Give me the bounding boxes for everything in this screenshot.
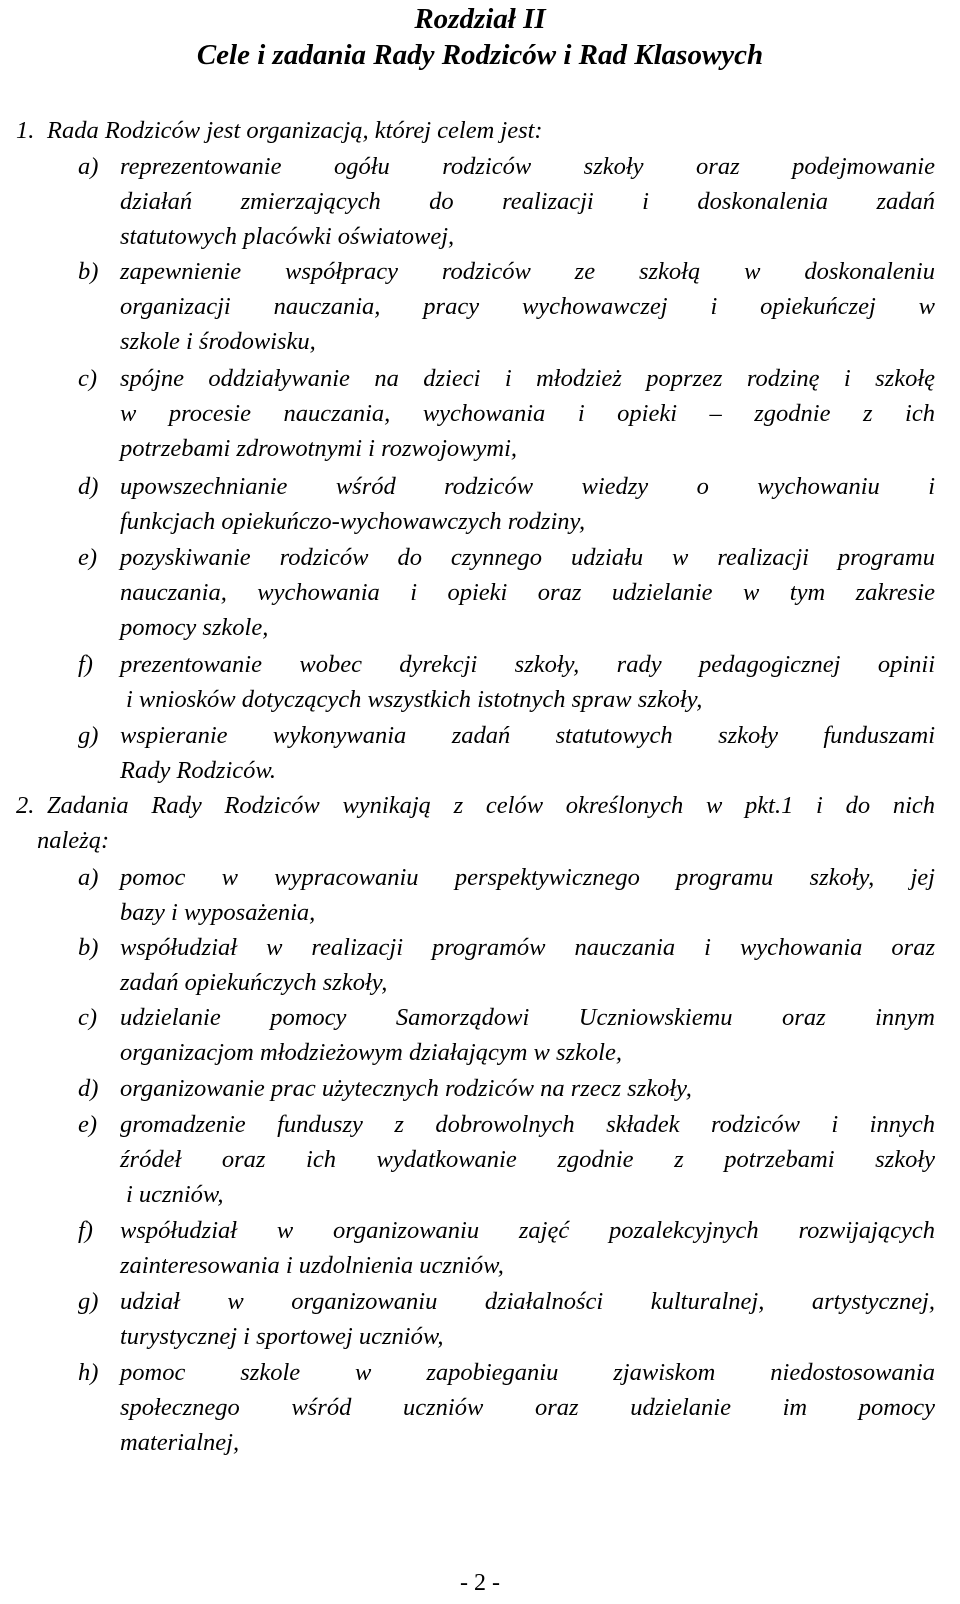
item-line: zadań opiekuńczych szkoły, (120, 969, 388, 996)
section-2-intro: Zadania Rady Rodziców wynikają z celów określonych w pkt.1 i do nich (47, 792, 935, 819)
item-line: udzielanie pomocy Samorządowi Uczniowskiemu oraz innym (120, 1004, 935, 1031)
item-line: pomoc szkole w zapobieganiu zjawiskom niedostosowania (120, 1359, 935, 1386)
section-1-intro: Rada Rodziców jest organizacją, której celem jest: (47, 117, 543, 144)
section-2-number: 2. (16, 792, 35, 819)
item-line: zapewnienie współpracy rodziców ze szkołą w doskonaleniu (120, 258, 935, 285)
item-line: upowszechnianie wśród rodziców wiedzy o wychowaniu i (120, 473, 935, 500)
item-line: potrzebami zdrowotnymi i rozwojowymi, (120, 435, 518, 462)
item-marker: g) (78, 1288, 99, 1315)
item-line: zainteresowania i uzdolnienia uczniów, (120, 1252, 504, 1279)
item-marker: a) (78, 864, 99, 891)
item-line: nauczania, wychowania i opieki oraz udzielanie w tym zakresie (120, 579, 935, 606)
chapter-title: Cele i zadania Rady Rodziców i Rad Klasowych (196, 39, 764, 71)
item-line: pomocy szkole, (120, 614, 269, 641)
item-line: i uczniów, (126, 1181, 224, 1208)
item-line: działań zmierzających do realizacji i doskonalenia zadań (120, 188, 935, 215)
item-line: współudział w realizacji programów nauczania i wychowania oraz (120, 934, 935, 961)
page-number: - 2 - (460, 1570, 500, 1596)
section-2-intro-continued: należą: (37, 827, 110, 854)
item-line: organizowanie prac użytecznych rodziców na rzecz szkoły, (120, 1075, 692, 1102)
item-line: wspieranie wykonywania zadań statutowych szkoły funduszami (120, 722, 935, 749)
item-marker: e) (78, 544, 98, 571)
item-marker: f) (78, 1217, 93, 1244)
item-line: prezentowanie wobec dyrekcji szkoły, rady pedagogicznej opinii (120, 651, 935, 678)
item-line: udział w organizowaniu działalności kulturalnej, artystycznej, (120, 1288, 935, 1315)
item-marker: d) (78, 1075, 99, 1102)
item-line: materialnej, (120, 1429, 240, 1456)
item-line: organizacji nauczania, pracy wychowawczej i opiekuńczej w (120, 293, 935, 320)
item-marker: f) (78, 651, 93, 678)
item-line: źródeł oraz ich wydatkowanie zgodnie z potrzebami szkoły (120, 1146, 935, 1173)
item-marker: b) (78, 258, 99, 285)
item-line: w procesie nauczania, wychowania i opieki – zgodnie z ich (120, 400, 935, 427)
item-line: szkole i środowisku, (120, 328, 316, 355)
item-marker: a) (78, 153, 99, 180)
item-line: i wniosków dotyczących wszystkich istotnych spraw szkoły, (126, 686, 703, 713)
section-1-number: 1. (16, 117, 35, 144)
item-marker: c) (78, 1004, 98, 1031)
item-line: statutowych placówki oświatowej, (120, 223, 455, 250)
item-line: spójne oddziaływanie na dzieci i młodzież poprzez rodzinę i szkołę (120, 365, 935, 392)
chapter-label: Rozdział II (414, 3, 546, 35)
item-line: pomoc w wypracowaniu perspektywicznego programu szkoły, jej (120, 864, 935, 891)
item-marker: c) (78, 365, 98, 392)
item-line: gromadzenie funduszy z dobrowolnych składek rodziców i innych (120, 1111, 935, 1138)
item-marker: b) (78, 934, 99, 961)
item-line: pozyskiwanie rodziców do czynnego udziału w realizacji programu (120, 544, 935, 571)
item-line: bazy i wyposażenia, (120, 899, 316, 926)
item-line: reprezentowanie ogółu rodziców szkoły oraz podejmowanie (120, 153, 935, 180)
item-marker: d) (78, 473, 99, 500)
item-line: organizacjom młodzieżowym działającym w szkole, (120, 1039, 622, 1066)
item-line: turystycznej i sportowej uczniów, (120, 1323, 444, 1350)
item-marker: h) (78, 1359, 99, 1386)
item-marker: e) (78, 1111, 98, 1138)
item-marker: g) (78, 722, 99, 749)
item-line: współudział w organizowaniu zajęć pozalekcyjnych rozwijających (120, 1217, 935, 1244)
item-line: społecznego wśród uczniów oraz udzielanie im pomocy (120, 1394, 935, 1421)
item-line: Rady Rodziców. (120, 757, 277, 784)
item-line: funkcjach opiekuńczo-wychowawczych rodziny, (120, 508, 586, 535)
